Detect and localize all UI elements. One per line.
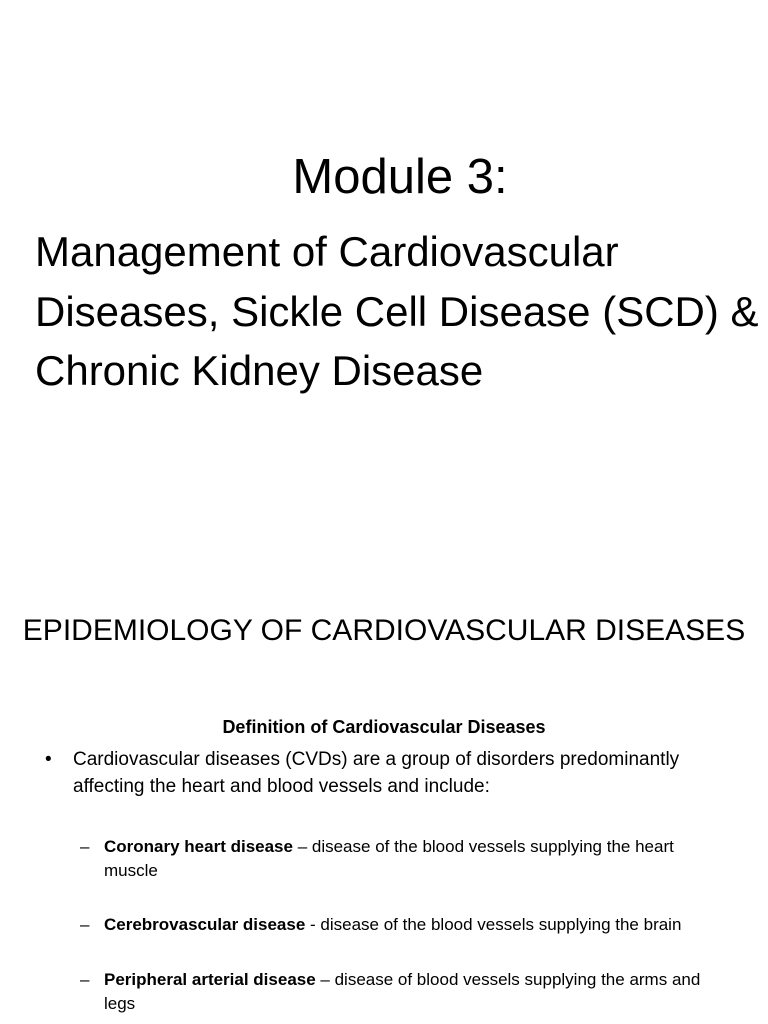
section-heading: EPIDEMIOLOGY OF CARDIOVASCULAR DISEASES xyxy=(22,614,746,647)
disease-description: - disease of the blood vessels supplying the brain xyxy=(305,915,682,934)
module-title: Management of Cardiovascular Diseases, Sickle Cell Disease (SCD) & Chronic Kidney Disease xyxy=(35,228,759,394)
list-item-body xyxy=(104,835,720,883)
disease-description: – disease of blood vessels supplying the arms and legs xyxy=(104,970,701,1013)
definition-bullet xyxy=(45,747,745,800)
disease-term: Peripheral arterial disease xyxy=(104,970,316,989)
list-item xyxy=(80,835,720,883)
module-heading: Module 3: xyxy=(292,150,508,204)
disease-description: – disease of the blood vessels supplying the heart muscle xyxy=(104,837,674,880)
list-item xyxy=(80,968,720,1016)
dash-marker: – xyxy=(80,970,90,989)
section-subheading: Definition of Cardiovascular Diseases xyxy=(222,717,546,737)
disease-term: Cerebrovascular disease xyxy=(104,915,306,934)
bullet-marker: • xyxy=(45,749,52,770)
definition-text: Cardiovascular diseases (CVDs) are a group of disorders predominantly affecting the heart and blood vessels and include: xyxy=(73,749,680,797)
dash-marker: – xyxy=(80,837,90,856)
epidemiology-slide xyxy=(0,512,768,1024)
list-item xyxy=(80,913,720,937)
list-item-body xyxy=(104,968,720,1016)
list-item-body xyxy=(104,913,720,937)
disease-term: Coronary heart disease xyxy=(104,837,293,856)
dash-marker: – xyxy=(80,915,90,934)
